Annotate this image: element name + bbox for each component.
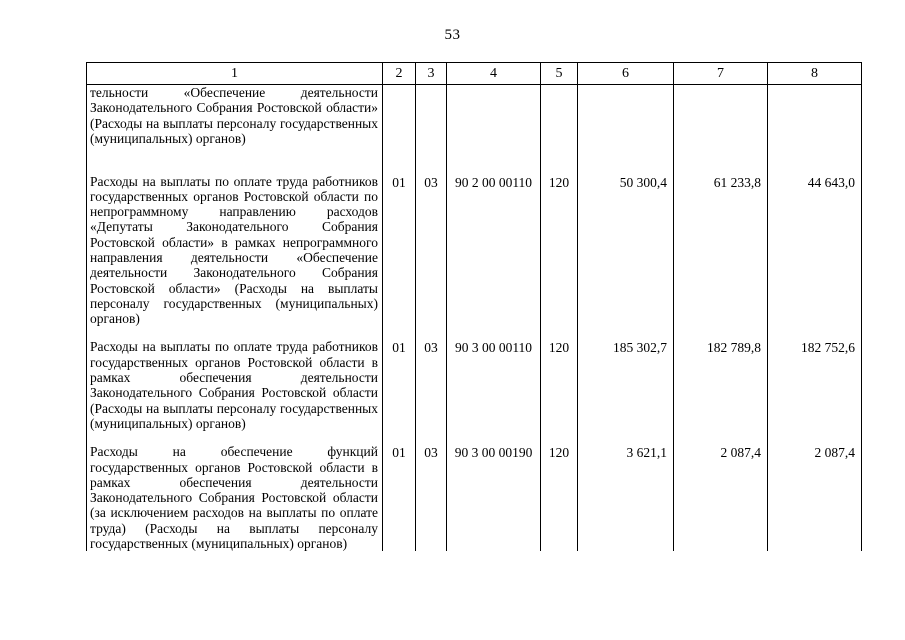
target-article-cell: 90 3 00 00110 [447,326,541,431]
row-name-cell: Расходы на обеспечение функций государственных органов Ростовской области в рамках обеспечения деятельности Законодательного Собрания Ростовской области (за исключением расходов на выплаты по оплате труда) (Расходы на выплаты персоналу государственных (муниципальных) органов) [87,431,383,551]
subsection-code-cell: 03 [416,431,447,551]
amount-year-3-cell: 182 752,6 [768,326,862,431]
column-header-3: 3 [416,63,447,85]
expense-type-cell: 120 [541,431,578,551]
page-number: 53 [444,27,461,43]
target-article-cell [447,85,541,161]
column-header-1: 1 [87,63,383,85]
column-header-6: 6 [578,63,674,85]
table-row [87,326,862,431]
column-header-8: 8 [768,63,862,85]
table-row [87,161,862,327]
table-row [87,431,862,551]
amount-year-1-cell: 50 300,4 [578,161,674,327]
amount-year-1-cell: 3 621,1 [578,431,674,551]
row-name-cell: тельности «Обеспечение деятельности Законодательного Собрания Ростовской области» (Расходы на выплаты персоналу государственных (муниципальных) органов) [87,85,383,161]
amount-year-3-cell: 44 643,0 [768,161,862,327]
amount-year-3-cell [768,85,862,161]
amount-year-2-cell: 2 087,4 [674,431,768,551]
budget-table [86,62,862,551]
section-code-cell [383,85,416,161]
amount-year-2-cell [674,85,768,161]
table-row [87,85,862,161]
subsection-code-cell [416,85,447,161]
column-header-2: 2 [383,63,416,85]
amount-year-1-cell: 185 302,7 [578,326,674,431]
row-name-cell: Расходы на выплаты по оплате труда работников государственных органов Ростовской области в рамках обеспечения деятельности Законодательного Собрания Ростовской области (Расходы на выплаты персоналу государственных (муниципальных) органов) [87,326,383,431]
target-article-cell: 90 3 00 00190 [447,431,541,551]
section-code-cell: 01 [383,431,416,551]
subsection-code-cell: 03 [416,161,447,327]
column-header-7: 7 [674,63,768,85]
expense-type-cell: 120 [541,326,578,431]
expense-type-cell [541,85,578,161]
column-header-4: 4 [447,63,541,85]
table-header-row [87,63,862,85]
row-name-cell: Расходы на выплаты по оплате труда работников государственных органов Ростовской области по непрограммному направлению расходов «Депутаты Законодательного Собрания Ростовской области» в рамках непрограммного направления деятельности «Обеспечение деятельности Законодательного Собрания Ростовской области» (Расходы на выплаты персоналу государственных (муниципальных) органов) [87,161,383,327]
section-code-cell: 01 [383,161,416,327]
amount-year-3-cell: 2 087,4 [768,431,862,551]
amount-year-2-cell: 182 789,8 [674,326,768,431]
amount-year-2-cell: 61 233,8 [674,161,768,327]
section-code-cell: 01 [383,326,416,431]
target-article-cell: 90 2 00 00110 [447,161,541,327]
column-header-5: 5 [541,63,578,85]
expense-type-cell: 120 [541,161,578,327]
amount-year-1-cell [578,85,674,161]
subsection-code-cell: 03 [416,326,447,431]
